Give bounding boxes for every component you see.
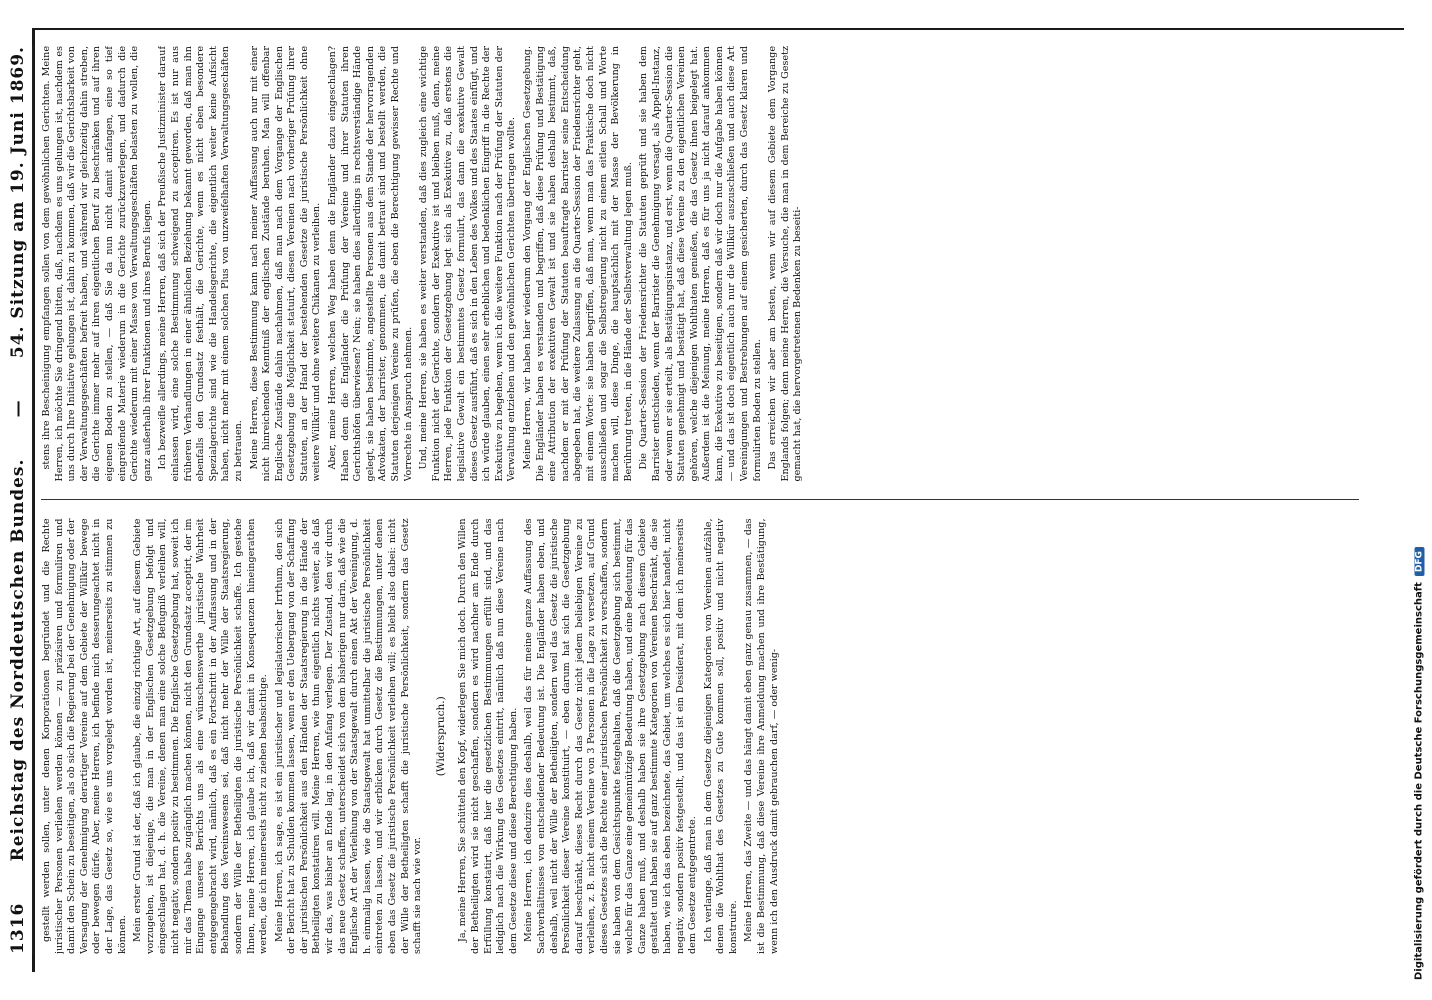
running-head-left: Reichstag des Norddeutschen Bundes.: [8, 458, 28, 862]
paragraph: Ja, meine Herren, Sie schütteln den Kopf, widerlegen Sie mich doch. Durch den Willen der Betheiligten wird sie nicht geschaffen, sondern es wird nachher am Ende durch Erfüllung konstatirt, daß hier die gesetzlichen Bestimmungen erfüllt sind, und das lediglich nach die Wirkung des Gesetzes eintritt, nämlich daß nun diese Vereine nach dem Gesetze diese und diese Berechtigung haben.: [457, 518, 519, 954]
paragraph: Ich verlange, daß man in dem Gesetze diejenigen Kategorien von Vereinen aufzähle, denen die Wohlthat des Gesetzes zu Gute kommen soll, positiv und nicht negativ konstruire.: [702, 518, 739, 954]
paragraph: Aber, meine Herren, welchen Weg haben denn die Engländer dazu eingeschlagen? Haben denn die Engländer die Prüfung der Vereine und ihrer Statuten ihren Gerichtshöfen überwiesen? Nein; sie haben dies allerdings in rechtsverständige Hände gelegt, sie haben bestimmte, angestellte Personen aus dem Stande der hervorragenden Advokaten, der barrister, genommen, die damit betraut sind und bestellt werden, die Statuten derjenigen Vereine zu prüfen, die eben die Berechtigung gewisser Rechte und Vorrechte in Anspruch nehmen.: [327, 46, 414, 482]
paragraph: Meine Herren, das Zweite — und das hängt damit eben ganz genau zusammen, — das ist die Bestimmung, daß diese Vereine ihre Anmeldung machen und ihre Bestätigung, wenn ich den Ausdruck damit gebrauchen darf, — oder wenig-: [743, 518, 780, 954]
page-number: 1316: [8, 902, 28, 954]
paragraph: Meine Herren, diese Bestimmung kann nach meiner Auffassung auch nur mit einer nicht hinreichenden Kenntniß der englischen Zustände beruhen. Man will offenbar Englische Zustände dahin nachahmen, daß man nach dem Vorgange der Englischen Gesetzgebung die Möglichkeit statuirt, diesen Vereinen nach vorheriger Prüfung ihrer Statuten, an der Hand der bestehenden Gesetze die juristische Persönlichkeit ohne weitere Willkür und ohne weitere Chikanen zu verleihen.: [248, 46, 323, 482]
running-head-right: 54. Sitzung am 19. Juni 1869.: [8, 46, 28, 359]
paragraph: Das erreichen wir aber am besten, wenn wir auf diesem Gebiete dem Vorgange Englands folgen; denn meine Herren, die Versuche, die man in dem Bereiche zu Gesetz gemacht hat, die hervorgetretenen Bedenken zu beseiti-: [767, 46, 804, 482]
paragraph: gestellt werden sollen, unter denen Korporationen begründet und die Rechte juristischer Personen verliehen werden können — zu präzisiren und formuliren und damit den Schein zu beseitigen, als ob sich die Regierung bei der Genehmigung oder der Versagung der Genehmigung derartiger Vereine auf dem Gebiete der Willkür bewege oder bewegen dürfe. Aber, meine Herren, ich befinde mich desserungeachtet nicht in der Lage, das Gesetz so, wie es uns vorgelegt worden ist, meinerseits zu stimmen zu können.: [41, 518, 128, 954]
paragraph: Meine Herren, ich deduzire dies deshalb, weil das für meine ganze Auffassung des Sachverhältnisses von entscheidender Bedeutung ist. Die Engländer haben eben, und deshalb, weil nicht der Wille der Betheiligten, sondern weil das Gesetz die juristische Persönlichkeit dieser Vereine konstituirt, — eben darum hat sich die Gesetzgebung darauf beschränkt, dieses Recht durch das Gesetz nicht jedem beliebigen Vereine zu verleihen, z. B. nicht einem Vereine von 3 Personen in die Lage zu versetzen, auf Grund dieses Gesetzes sich die Rechte einer juristischen Persönlichkeit zu verschaffen, sondern sie haben von dem Gesichtspunkte festgehalten, daß die Gesetzgebung sich bestimmt, welche für das Ganze eine gemeinnützige Bedeutung haben, und eine Bedeutung für das Ganze haben muß, und deshalb haben sie ihre Gesetzgebung nach diesem Gebiete gestaltet und haben sie auf ganz bestimmte Kategorien von Vereinen beschränkt, die sie haben, wie ich das eben bezeichnete, das Gebiet, um welches es sich hier handelt, nicht negativ, sondern positiv festgestellt, und das ist ein Desiderat, mit dem ich meinerseits dem Gesetze entgegentrete.: [523, 518, 699, 954]
dfg-logo: DFG: [1415, 547, 1425, 576]
rotated-page: [2, 32, 1370, 968]
text-columns: [41, 46, 1359, 954]
paragraph: Die Quarter-Session der Friedensrichter die Statuten geprüft und sie haben dem Barrister entschieden, wenn der Barrister die Genehmigung versagt, als Appell-Instanz, oder wenn er sie erteilt, als Bestätigungsinstanz, und erst, wenn die Quarter-Session die Statuten genehmigt und bestätigt hat, daß diese Vereine zu den eigentlichen Vereinen gehören, welche diejenigen Wohlthaten genießen, die das Gesetz ihnen beigelegt hat. Außerdem ist die Meinung, meine Herren, daß es für uns ja nicht darauf ankommen kann, die Exekutive zu beseitigen, sondern daß wir doch nur die Aufgabe haben können — und das ist doch eigentlich auch nur die Willkür auszuschließen und auch diese Art Vereinigungen und Bestrebungen auf einem gesicherten, durch das Gesetz klaren und formulirten Boden zu stellen.: [638, 46, 763, 482]
paragraph: Ich bezweifle allerdings, meine Herren, daß sich der Preußische Justizminister darauf einlassen wird, eine solche Bestimmung schweigend zu acceptiren. Es ist nur aus früheren Verhandlungen in einer ähnlichen Beziehung bekannt geworden, daß man ihn ebenfalls den Grundsatz festhält, die Gerichte, wenn es nicht eben besondere Spezialgerichte sind wie die Handelsgerichte, die eigentlich weiter keine Aufsicht haben, nicht mehr mit einem solchen Plus von unzweifelhaften Verwaltungsgeschäften zu betrauen.: [157, 46, 244, 482]
credit-text: Digitalisierung gefördert durch die Deutsche Forschungsgemeinschaft: [1413, 582, 1425, 980]
column-right: [41, 46, 1359, 482]
paragraph: Meine Herren, wir haben hier wiederum den Vorgang der Englischen Gesetzgebung. Die Engländer haben es verstanden und begriffen, daß diese Prüfung und Bestätigung eine Attribution der exekutiven Gewalt ist und sie haben deshalb bestimmt, daß, nachdem er mit der Prüfung der Statuten beauftragte Barrister seine Entscheidung abgegeben hat, die weitere Zulassung an die Quarter-Session der Friedensrichter geht, mit einem Worte: sie haben begriffen, daß man, wenn man das Praktische doch nicht ausschließen und sogar die Selbstregierung nicht zu einem eitlen Schall und Worte machen will, diese Dinge, die hauptsächlich mit der Masse der Bevölkerung in Berührung treten, in die Hände der Selbstverwaltung legen muß.: [521, 46, 634, 482]
digitization-credit: [1410, 20, 1428, 980]
paragraph: Mein erster Grund ist der, daß ich glaube, die einzig richtige Art, auf diesem Gebiete vorzugehen, ist diejenige, die man in der Englischen Gesetzgebung befolgt und eingeschlagen hat, d. h. die Vereine, denen man eine solche Befugniß verleihen will, nicht negativ, sondern positiv zu bestimmen. Die Englische Gesetzgebung hat, soweit ich mir das Thema habe zugänglich machen können, nicht den Grundsatz acceptirt, der im Eingange unseres Berichts uns als eine wünschenswerthe juristische Wahrheit entgegengebracht wird, nämlich, daß es ein Fortschritt in der Auffassung und in der Behandlung des Vereinswesens sei, daß nicht mehr der Wille der Staatsregierung, sondern der Wille der Betheiligten die juristische Persönlichkeit schaffe. Ich gestehe Ihnen, meine Herren, ich glaube ich, daß wir damit in Konsequenzen hineingerathen werden, die ich meinerseits nicht zu ziehen beabsichtige.: [132, 518, 270, 954]
paragraph: Und, meine Herren, sie haben es weiter verstanden, daß dies zugleich eine wichtige Funktion nicht der Gerichte, sondern der Exekutive ist und bleiben muß, denn, meine Herren, jede Funktion der Gesetzgebung legt sich als Exekutive zu, daß erstens die legislative Gewalt ein bestimmtes Gesetz formulirt, das dann die exekutive Gewalt dieses Gesetz ausführt, daß es sich in den Leben des Volkes und des Staates einfügt, und ich würde glauben, einen sehr erheblichen und bedenklichen Eingriff in die Rechte der Exekutive zu begehen, wenn ich die weitere Funktion nach der Prüfung der Statuten der Verwaltung entziehen und den gewöhnlichen Gerichten übertragen wollte.: [418, 46, 518, 482]
column-divider: [41, 500, 1359, 501]
running-head-separator: —: [8, 399, 28, 418]
paragraph: Meine Herren, ich sage, es ist ein juristischer und legislatorischer Irrthum, den sich der Bericht hat zu Schulden kommen lassen, wenn er den Uebergang von der Schaffung der juristischen Persönlichkeit aus den Händen der Staatsregierung in die Hände der Betheiligten konstatiren will. Meine Herren, wie thun eigentlich nichts weiter, als daß wir das, was bisher an Ende lag, in den Anfang verlegen. Der Zustand, den wir durch das neue Gesetz schaffen, unterscheidet sich von dem bisherigen nur darin, daß wie die Englische Art der Verleihung von der Staatsgewalt durch einen Akt der Vereinigung, d. h. einmalig lassen, wie die Staatsgewalt hat unmittelbar die juristische Persönlichkeit eintreten zu lassen, und wir erblicken durch Gesetz die Bestimmungen, unter denen eben das Gesetz die juristische Persönlichkeit verleihen will; es bleibt also dabei: nicht der Wille der Betheiligten schafft die juristische Persönlichkeit, sondern das Gesetz schafft sie nach wie vor.: [273, 518, 424, 954]
column-left: [41, 519, 1359, 955]
page-header: [8, 46, 33, 954]
interjection: (Widerspruch.): [434, 696, 447, 777]
paragraph: stens ihre Bescheinigung empfangen sollen von dem gewöhnlichen Gerichten. Meine Herren, ich möchte Sie dringend bitten, daß, nachdem es uns gelungen ist, nachdem es uns durch Ihre Initiative gelungen ist, dahin zu kommen, daß wir die Gerichtsbarkeit von der Verwaltungsgeschäften befreit haben, und während wir gleichzeitig dahin streben, die Gerichte immer mehr auf ihren eigentlichen Beruf zu beschränken und auf ihren eigenen Boden zu stellen, — daß Sie da nun nicht damit anfangen, eine so tief eingreifende Materie wiederum in die Gerichte zurückzuverlegen, und dadurch die Gerichte wiederum mit einer Masse von Verwaltungsgeschäften belasten zu wollen, die ganz außerhalb ihrer Funktionen und ihres Berufs liegen.: [41, 46, 153, 482]
